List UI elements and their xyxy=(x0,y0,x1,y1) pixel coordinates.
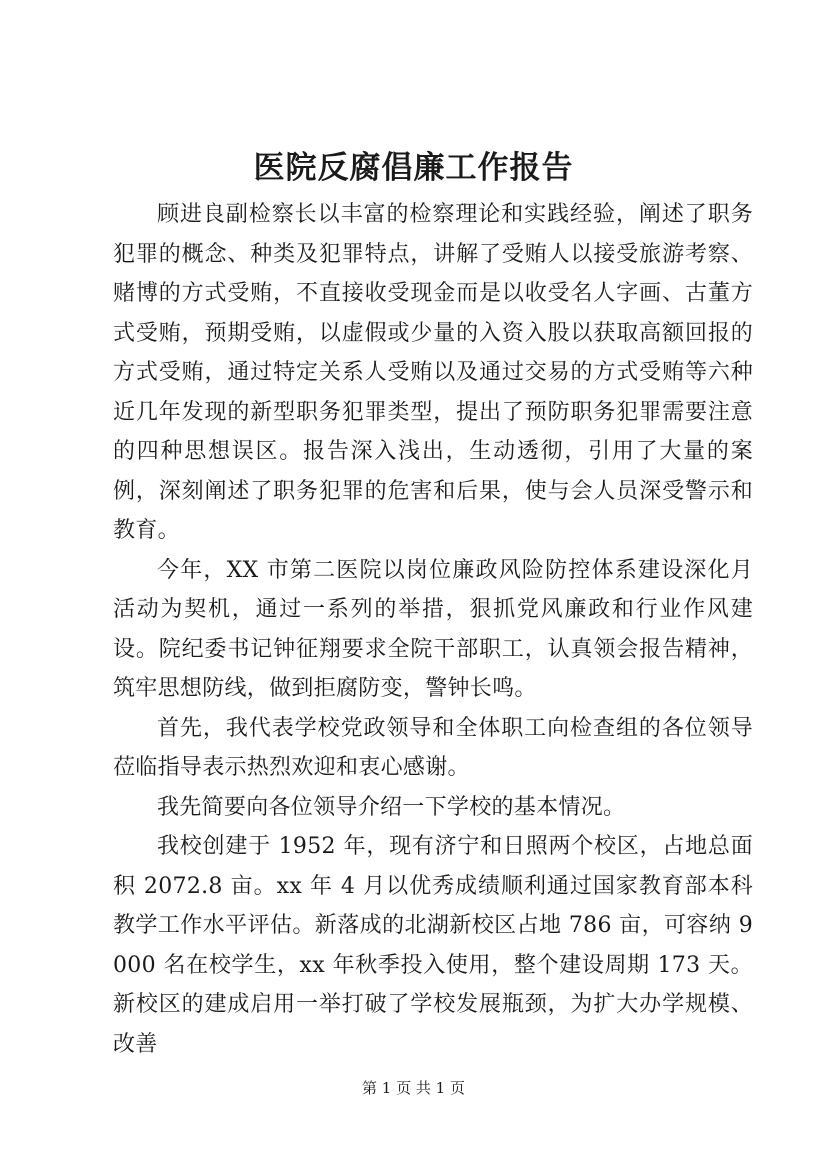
document-title: 医院反腐倡廉工作报告 xyxy=(253,150,574,186)
paragraph-3: 首先，我代表学校党政领导和全体职工向检查组的各位领导莅临指导表示热烈欢迎和衷心感谢。 xyxy=(113,715,753,780)
paragraph-2: 今年，XX 市第二医院以岗位廉政风险防控体系建设深化月活动为契机，通过一系列的举措，狠抓党风廉政和行业作风建设。院纪委书记钟征翔要求全院干部职工，认真领会报告精神，筑牢思想防线，做到拒腐防变，警钟长鸣。 xyxy=(113,557,753,701)
document-body xyxy=(113,195,753,1064)
page-footer: 第 1 页 共 1 页 xyxy=(362,1079,465,1097)
paragraph-1: 顾进良副检察长以丰富的检察理论和实践经验，阐述了职务犯罪的概念、种类及犯罪特点，讲解了受贿人以接受旅游考察、赌博的方式受贿，不直接收受现金而是以收受名人字画、古董方式受贿，预期受贿，以虚假或少量的入资入股以获取高额回报的方式受贿，通过特定关系人受贿以及通过交易的方式受贿等六种近几年发现的新型职务犯罪类型，提出了预防职务犯罪需要注意的四种思想误区。报告深入浅出，生动透彻，引用了大量的案例，深刻阐述了职务犯罪的危害和后果，使与会人员深受警示和教育。 xyxy=(113,202,753,543)
paragraph-4: 我先简要向各位领导介绍一下学校的基本情况。 xyxy=(157,794,626,820)
paragraph-5: 我校创建于 1952 年，现有济宁和日照两个校区，占地总面积 2072.8 亩。xx 年 4 月以优秀成绩顺利通过国家教育部本科教学工作水平评估。新落成的北湖新校区占地 786 亩，可容纳 9000 名在校学生，xx 年秋季投入使用，整个建设周期 173 天。新校区的建成启用一举打破了学校发展瓶颈，为扩大办学规模、改善 xyxy=(113,834,753,1057)
